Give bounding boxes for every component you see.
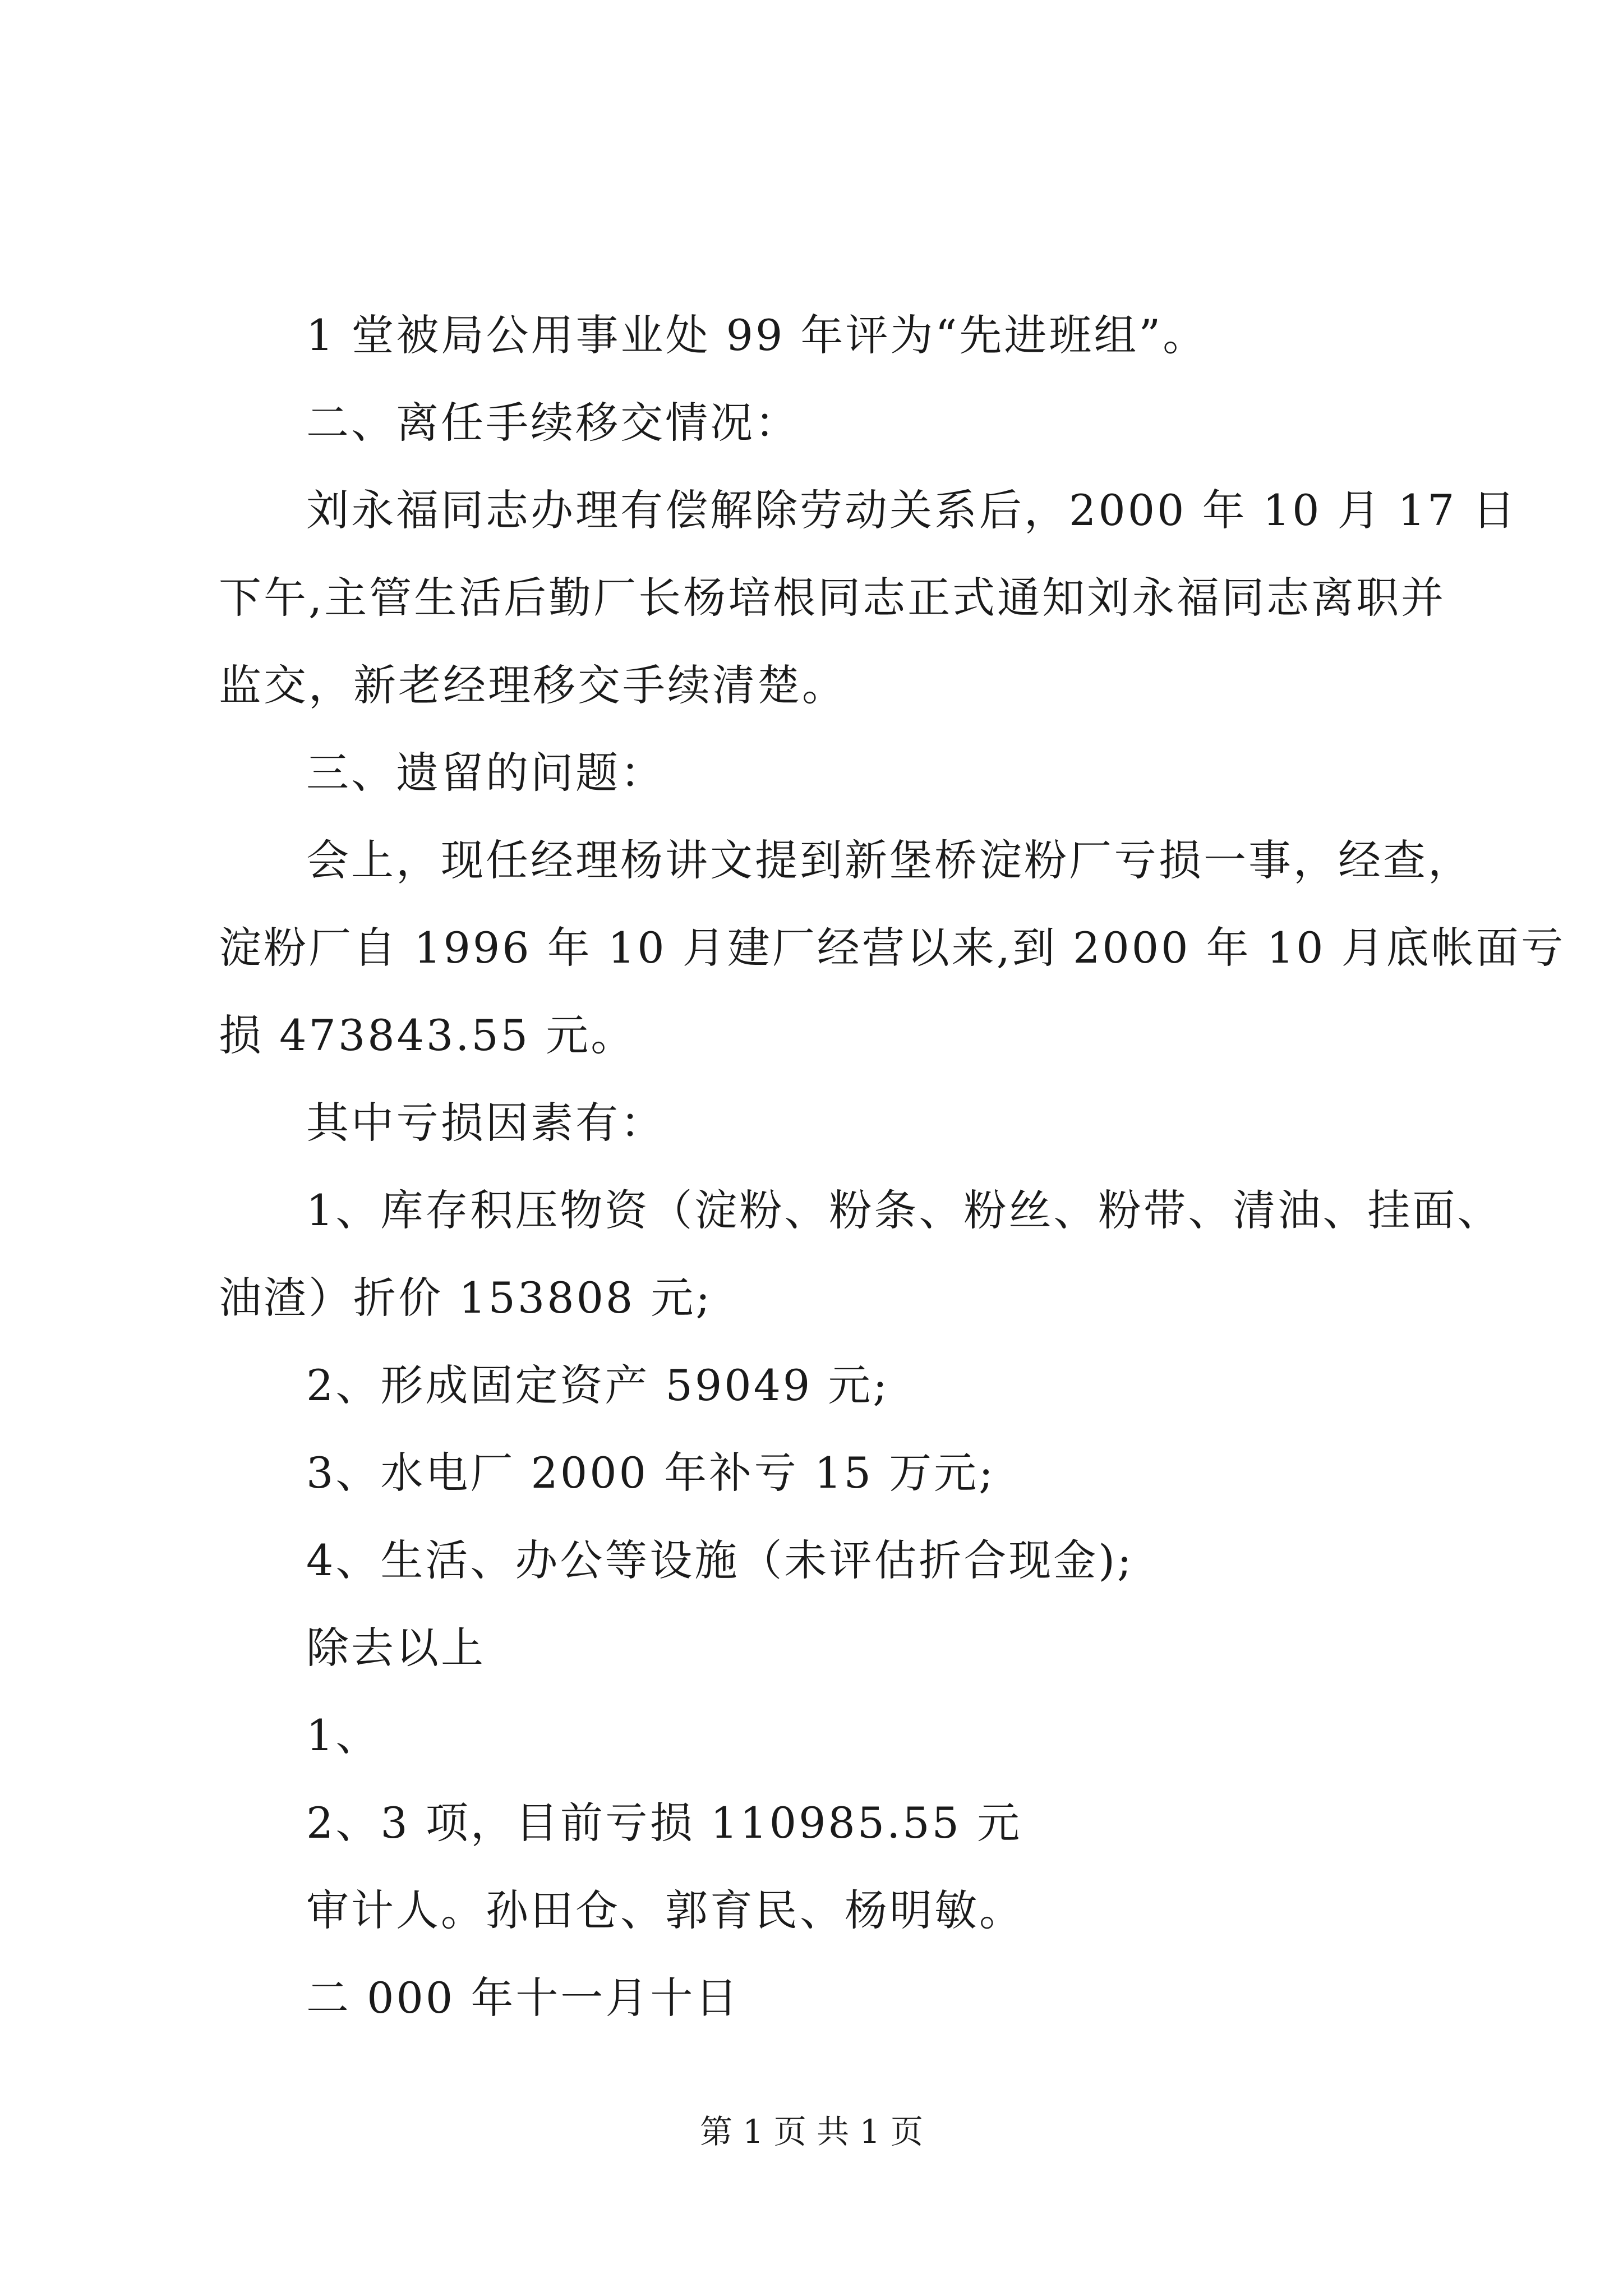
list-item: 1、库存积压物资（淀粉、粉条、粉丝、粉带、清油、挂面、 xyxy=(306,1185,1502,1235)
section-heading: 三、遗留的问题： xyxy=(306,748,665,798)
text-line: 1 堂被局公用事业处 99 年评为“先进班组”。 xyxy=(306,310,1208,360)
list-item: 2、形成固定资产 59049 元; xyxy=(306,1360,890,1410)
list-item: 4、生活、办公等设施（未评估折合现金); xyxy=(306,1535,1134,1585)
page-footer: 第 1 页 共 1 页 xyxy=(700,2113,923,2151)
text-line: 除去以上 xyxy=(306,1623,486,1673)
text-line: 其中亏损因素有： xyxy=(306,1098,665,1148)
section-heading: 二、离任手续移交情况： xyxy=(306,398,800,448)
auditor-line: 审计人。孙田仓、郭育民、杨明敏。 xyxy=(306,1885,1024,1935)
document-body xyxy=(219,292,1566,2042)
text-line: 刘永福同志办理有偿解除劳动关系后，2000 年 10 月 17 日 xyxy=(306,485,1518,535)
text-line: 淀粉厂自 1996 年 10 月建厂经营以来,到 2000 年 10 月底帐面亏 xyxy=(219,923,1566,973)
text-line: 监交，新老经理移交手续清楚。 xyxy=(219,660,847,710)
list-item: 3、水电厂 2000 年补亏 15 万元; xyxy=(306,1448,995,1498)
text-line: 2、3 项，目前亏损 110985.55 元 xyxy=(306,1798,1022,1848)
date-line: 二 000 年十一月十日 xyxy=(306,1973,740,2023)
text-line: 会上，现任经理杨讲文提到新堡桥淀粉厂亏损一事，经查， xyxy=(306,835,1473,885)
text-line: 下午,主管生活后勤厂长杨培根同志正式通知刘永福同志离职并 xyxy=(219,573,1446,623)
list-item-continuation: 油渣）折价 153808 元; xyxy=(219,1273,713,1323)
text-line: 损 473843.55 元。 xyxy=(219,1010,636,1060)
text-line: 1、 xyxy=(306,1710,381,1760)
